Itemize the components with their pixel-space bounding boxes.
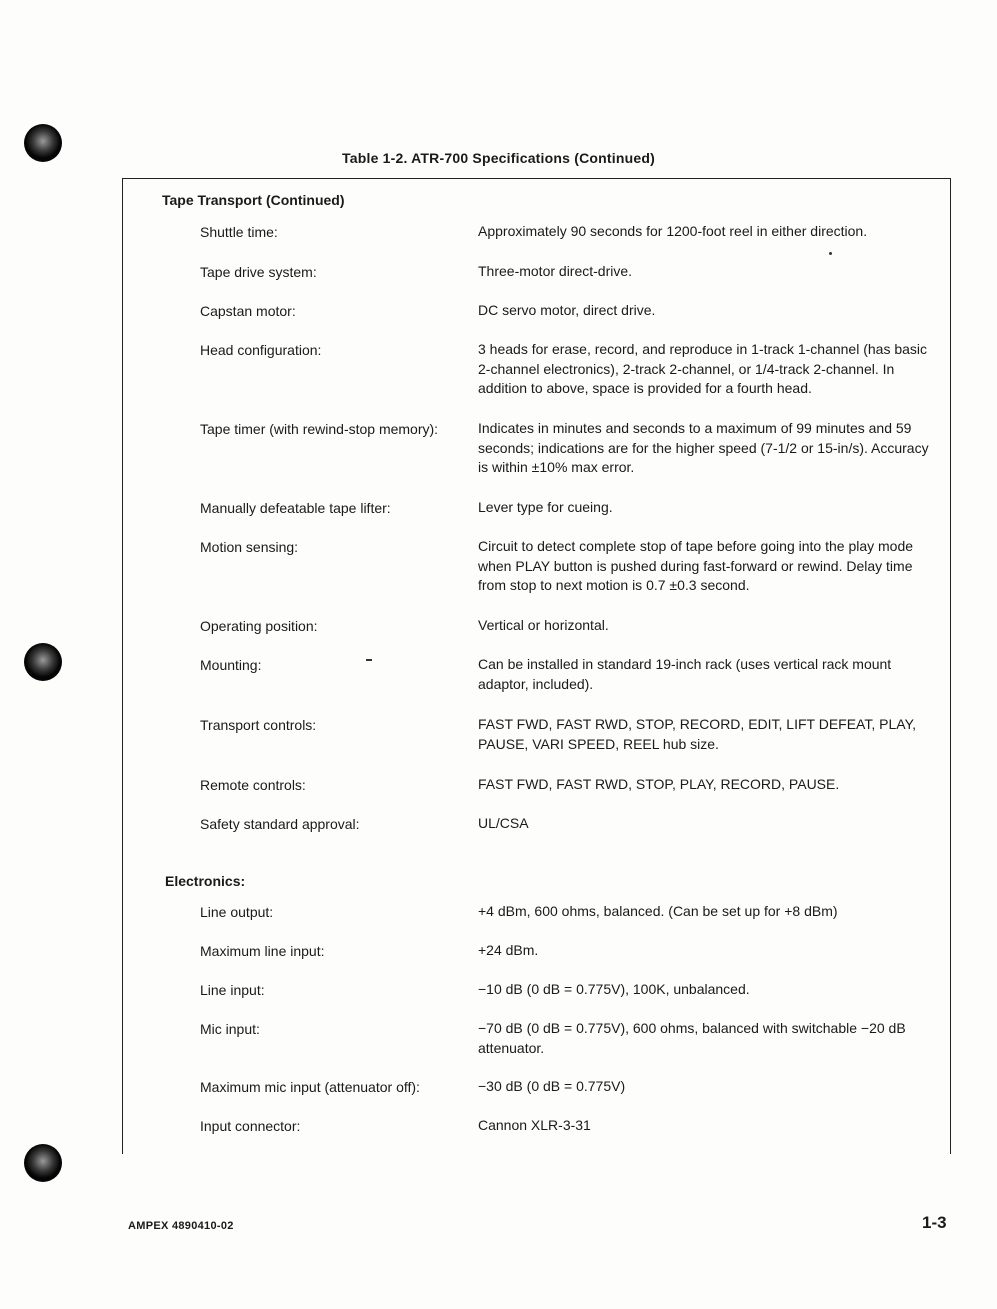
- spec-value: UL/CSA: [478, 815, 529, 831]
- spec-label: Transport controls:: [200, 717, 317, 733]
- document-number: AMPEX 4890410-02: [128, 1220, 234, 1232]
- spec-value: FAST FWD, FAST RWD, STOP, PLAY, RECORD, PAUSE.: [478, 776, 840, 792]
- spec-label: Tape drive system:: [200, 264, 317, 280]
- spec-label: Head configuration:: [200, 342, 322, 358]
- spec-value: Can be installed in standard 19-inch rack (uses vertical rack mount adaptor, included).: [478, 656, 892, 692]
- spec-label: Line output:: [200, 904, 274, 920]
- spec-label: Operating position:: [200, 618, 318, 634]
- section-heading-electronics: Electronics:: [165, 873, 246, 889]
- spec-label: Safety standard approval:: [200, 816, 360, 832]
- section-heading-tape-transport: Tape Transport (Continued): [162, 192, 345, 208]
- spec-label: Tape timer (with rewind-stop memory):: [200, 421, 439, 437]
- spec-value: Lever type for cueing.: [478, 499, 613, 515]
- spec-value: +24 dBm.: [478, 942, 539, 958]
- spec-label: Motion sensing:: [200, 539, 299, 555]
- table-caption: Table 1-2. ATR-700 Specifications (Continued): [342, 150, 655, 166]
- scan-speck: [829, 252, 832, 255]
- page-number: 1-3: [922, 1213, 947, 1232]
- spec-label: Remote controls:: [200, 777, 306, 793]
- spec-label: Manually defeatable tape lifter:: [200, 500, 391, 516]
- spec-value: Vertical or horizontal.: [478, 617, 609, 633]
- spec-value: Three-motor direct-drive.: [478, 263, 633, 279]
- spec-label: Input connector:: [200, 1118, 301, 1134]
- spec-label: Line input:: [200, 982, 265, 998]
- spec-value: −70 dB (0 dB = 0.775V), 600 ohms, balanced with switchable −20 dB attenuator.: [478, 1020, 906, 1056]
- spec-label: Capstan motor:: [200, 303, 296, 319]
- scan-speck: [366, 659, 372, 661]
- binder-hole-middle: [24, 643, 62, 681]
- spec-value: −30 dB (0 dB = 0.775V): [478, 1078, 626, 1094]
- spec-value: 3 heads for erase, record, and reproduce in 1-track 1-channel (has basic 2-channel electronics), 2-track 2-channel, or 1/4-track 2-channel. In addition to above, space is provided for a fourth head.: [478, 341, 928, 396]
- spec-label: Mic input:: [200, 1021, 260, 1037]
- spec-label: Maximum line input:: [200, 943, 325, 959]
- spec-label: Maximum mic input (attenuator off):: [200, 1079, 420, 1095]
- binder-hole-bottom: [24, 1144, 62, 1182]
- spec-value: Circuit to detect complete stop of tape before going into the play mode when PLAY button is pushed during fast-forward or rewind. Delay time from stop to next motion is 0.7 ±0.3 second.: [478, 538, 914, 593]
- spec-value: +4 dBm, 600 ohms, balanced. (Can be set up for +8 dBm): [478, 903, 838, 919]
- spec-value: DC servo motor, direct drive.: [478, 302, 656, 318]
- spec-value: Indicates in minutes and seconds to a maximum of 99 minutes and 59 seconds; indications are for the higher speed (7-1/2 or 15-in/s). Accuracy is within ±10% max error.: [478, 420, 929, 475]
- spec-value: Cannon XLR-3-31: [478, 1117, 591, 1133]
- spec-value: Approximately 90 seconds for 1200-foot reel in either direction.: [478, 223, 868, 239]
- spec-value: −10 dB (0 dB = 0.775V), 100K, unbalanced.: [478, 981, 750, 997]
- spec-value: FAST FWD, FAST RWD, STOP, RECORD, EDIT, LIFT DEFEAT, PLAY, PAUSE, VARI SPEED, REEL hub size.: [478, 716, 916, 752]
- spec-label: Mounting:: [200, 657, 262, 673]
- spec-label: Shuttle time:: [200, 224, 278, 240]
